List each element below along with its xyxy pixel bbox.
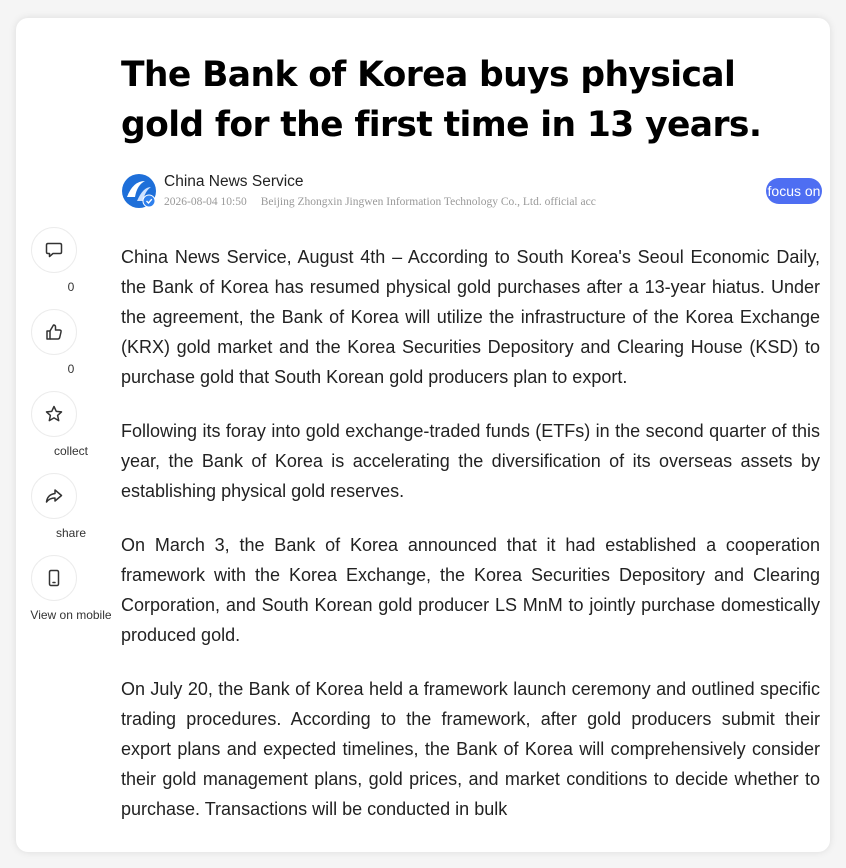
share-label: share xyxy=(55,526,87,540)
comment-action[interactable] xyxy=(16,227,126,307)
like-action[interactable] xyxy=(16,309,126,389)
collect-button[interactable] xyxy=(31,391,77,437)
mobile-phone-icon xyxy=(44,568,64,588)
share-action[interactable] xyxy=(16,473,126,553)
collect-label: collect xyxy=(53,444,88,458)
article-paragraph: On March 3, the Bank of Korea announced that it had established a cooperation framework with the Korea Exchange, the Korea Securities Depository and Clearing Corporation, and South Korean gold producer LS MnM to jointly purchase domestically produced gold. xyxy=(121,535,820,645)
share-arrow-icon xyxy=(44,486,64,506)
star-icon xyxy=(44,404,64,424)
comment-count: 0 xyxy=(67,280,75,294)
article-body xyxy=(121,242,820,848)
article-paragraph: China News Service, August 4th – According to South Korea's Seoul Economic Daily, the Bank of Korea has resumed physical gold purchases after a 13-year hiatus. Under the agreement, the Bank of Korea will utilize the infrastructure of the Korea Exchange (KRX) gold market and the Korea Securities Depository and Clearing House (KSD) to purchase gold that South Korean gold producers plan to export. xyxy=(121,247,820,387)
mobile-button[interactable] xyxy=(31,555,77,601)
article-paragraph: On July 20, the Bank of Korea held a framework launch ceremony and outlined specific trading procedures. According to the framework, after gold producers submit their export plans and expected timelines, the Bank of Korea will comprehensively consider their gold management plans, gold prices, and market conditions to decide whether to purchase. Transactions will be conducted in bulk xyxy=(121,679,820,819)
collect-action[interactable] xyxy=(16,391,126,471)
author-source: Beijing Zhongxin Jingwen Information Technology Co., Ltd. official acc xyxy=(260,196,596,208)
verified-badge-icon xyxy=(144,196,155,207)
author-bar xyxy=(121,173,821,211)
follow-button[interactable]: focus on xyxy=(766,178,822,204)
author-meta xyxy=(164,195,654,209)
like-button[interactable] xyxy=(31,309,77,355)
mobile-label: View on mobile xyxy=(30,608,112,622)
article-card xyxy=(16,18,830,852)
china-news-logo-icon[interactable] xyxy=(121,173,157,209)
publish-date: 2026-08-04 10:50 xyxy=(164,196,247,208)
article-title: The Bank of Korea buys physical gold for the first time in 13 years. xyxy=(121,55,762,145)
thumbs-up-icon xyxy=(44,322,64,342)
comment-button[interactable] xyxy=(31,227,77,273)
comment-icon xyxy=(44,240,64,260)
like-count: 0 xyxy=(67,362,75,376)
article-paragraph: Following its foray into gold exchange-traded funds (ETFs) in the second quarter of this year, the Bank of Korea is accelerating the diversification of its overseas assets by establishing physical gold reserves. xyxy=(121,421,820,501)
share-button[interactable] xyxy=(31,473,77,519)
mobile-action[interactable] xyxy=(16,555,126,635)
author-name[interactable]: China News Service xyxy=(164,173,304,190)
